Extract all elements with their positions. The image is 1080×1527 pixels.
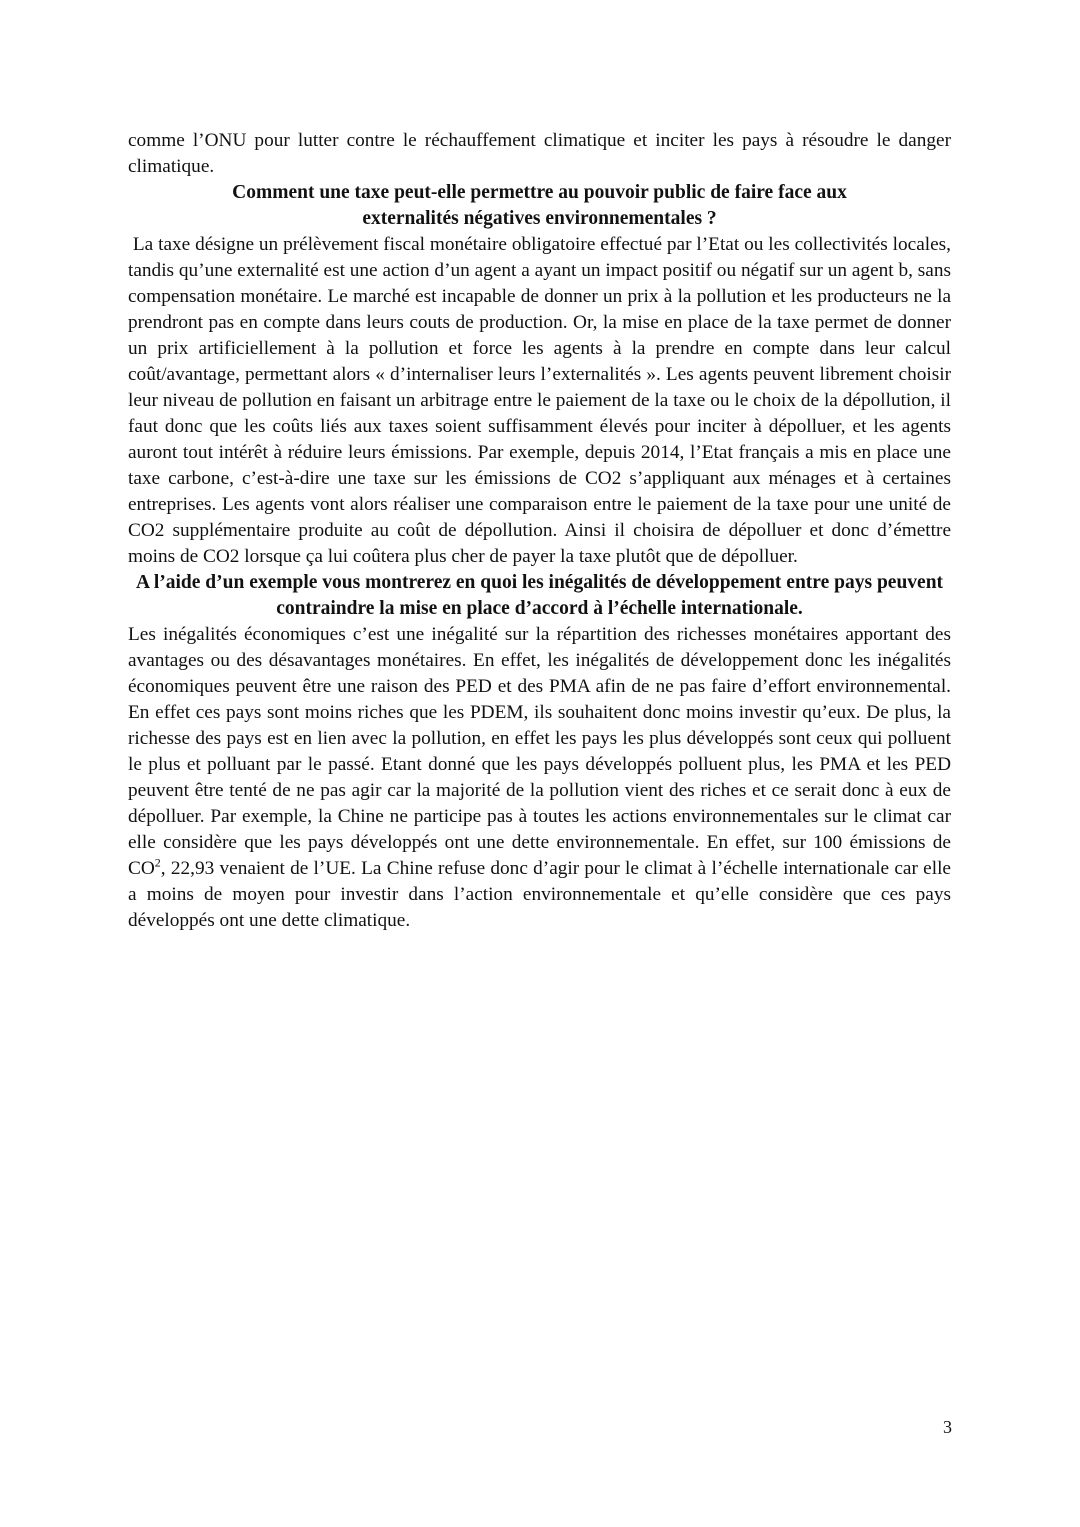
document-page bbox=[128, 128, 951, 934]
section-2-answer-part-1: Les inégalités économiques c’est une inégalité sur la répartition des richesses monétaires apportant des avantages ou des désavantages monétaires. En effet, les inégalités de développement donc les inégalités économiques peuvent être une raison des PED et des PMA afin de ne pas faire d’effort environnemental. En effet ces pays sont moins riches que les PDEM, ils souhaitent donc moins investir qu’eux. De plus, la richesse des pays est en lien avec la pollution, en effet les pays les plus développés sont ceux qui polluent le plus et polluant par le passé. Etant donné que les pays développés polluent plus, les PMA et les PED peuvent être tenté de ne pas agir car la majorité de la pollution vient des riches et ce serait donc à eux de dépolluer. Par exemple, la Chine ne participe pas à toutes les actions environnementales sur le climat car elle considère que les pays développés ont une dette environnementale. En effet, sur 100 émissions de CO bbox=[128, 624, 951, 879]
section-2-answer-part-2: , 22,93 venaient de l’UE. La Chine refuse donc d’agir pour le climat à l’échelle internationale car elle a moins de moyen pour investir dans l’action environnementale et qu’elle considère que ces pays développés ont une dette climatique. bbox=[128, 858, 951, 931]
section-1-answer bbox=[128, 232, 951, 570]
page-number: 3 bbox=[943, 1417, 952, 1437]
section-1-question: Comment une taxe peut-elle permettre au pouvoir public de faire face aux externalités négatives environnementales ? bbox=[232, 182, 847, 229]
intro-paragraph: comme l’ONU pour lutter contre le réchauffement climatique et inciter les pays à résoudre le danger climatique. bbox=[128, 130, 951, 177]
section-2-question: A l’aide d’un exemple vous montrerez en quoi les inégalités de développement entre pays peuvent contraindre la mise en place d’accord à l’échelle internationale. bbox=[135, 572, 944, 619]
section-1-answer-text: La taxe désigne un prélèvement fiscal monétaire obligatoire effectué par l’Etat ou les collectivités locales, tandis qu’une externalité est une action d’un agent a ayant un impact positif ou négatif sur un agent b, sans compensation monétaire. Le marché est incapable de donner un prix à la pollution et les producteurs ne la prendront pas en compte dans leurs couts de production. Or, la mise en place de la taxe permet de donner un prix artificiellement à la pollution et force les agents à la prendre en compte dans leur calcul coût/avantage, permettant alors « d’internaliser leurs l’externalités ». Les agents peuvent librement choisir leur niveau de pollution en faisant un arbitrage entre le paiement de la taxe ou le choix de la dépollution, il faut donc que les coûts liés aux taxes soient suffisamment élevés pour inciter à dépolluer, et les agents auront tout intérêt à réduire leurs émissions. Par exemple, depuis 2014, l’Etat français a mis en place une taxe carbone, c’est-à-dire une taxe sur les émissions de CO2 s’appliquant aux ménages et à certaines entreprises. Les agents vont alors réaliser une comparaison entre le paiement de la taxe pour une unité de CO2 supplémentaire produite au coût de dépollution. Ainsi il choisira de dépolluer et donc d’émettre moins de CO2 lorsque ça lui coûtera plus cher de payer la taxe plutôt que de dépolluer. bbox=[128, 234, 951, 567]
superscript-2: 2 bbox=[154, 855, 161, 870]
section-2-answer bbox=[128, 622, 951, 934]
